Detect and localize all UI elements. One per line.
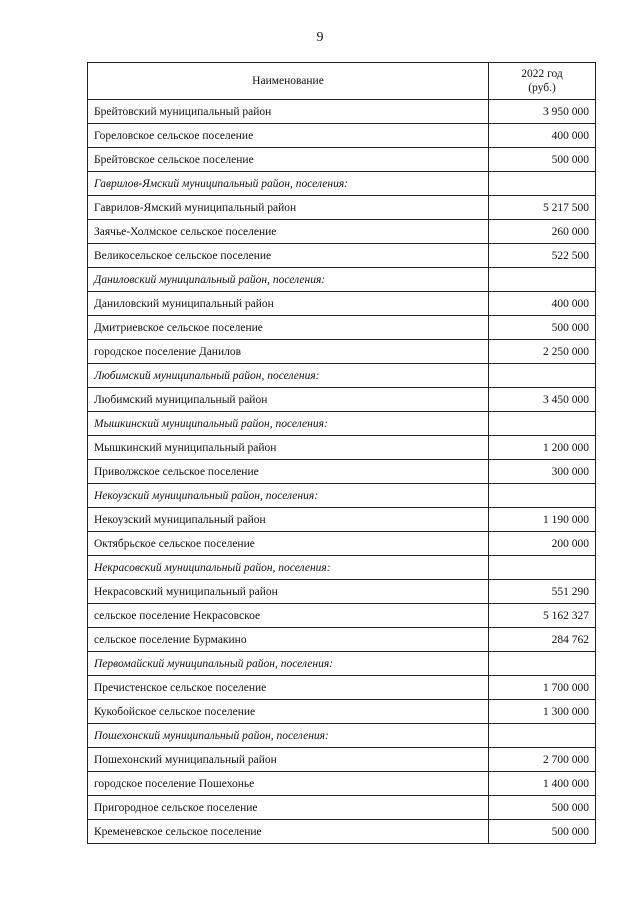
group-heading-row — [88, 364, 596, 388]
row-name: Кукобойское сельское поселение — [88, 700, 489, 724]
table-row — [88, 340, 596, 364]
table-row — [88, 316, 596, 340]
row-name: сельское поселение Бурмакино — [88, 628, 489, 652]
table-row — [88, 796, 596, 820]
row-name: Любимский муниципальный район — [88, 388, 489, 412]
group-heading-row — [88, 652, 596, 676]
group-heading-row — [88, 268, 596, 292]
group-heading: Первомайский муниципальный район, поселения: — [88, 652, 489, 676]
row-name: Кременевское сельское поселение — [88, 820, 489, 844]
budget-table — [87, 62, 596, 844]
row-name: Брейтовский муниципальный район — [88, 100, 489, 124]
row-name: Октябрьское сельское поселение — [88, 532, 489, 556]
table-row — [88, 700, 596, 724]
table-row — [88, 580, 596, 604]
group-heading: Некоузский муниципальный район, поселения: — [88, 484, 489, 508]
group-heading: Мышкинский муниципальный район, поселения: — [88, 412, 489, 436]
row-name: Дмитриевское сельское поселение — [88, 316, 489, 340]
row-amount: 200 000 — [489, 532, 596, 556]
group-heading: Пошехонский муниципальный район, поселения: — [88, 724, 489, 748]
row-amount: 1 190 000 — [489, 508, 596, 532]
row-amount: 260 000 — [489, 220, 596, 244]
table-row — [88, 532, 596, 556]
header-year-unit: (руб.) — [528, 82, 556, 94]
table-header-row — [88, 63, 596, 100]
table-row — [88, 628, 596, 652]
header-year-label: 2022 год — [521, 68, 563, 80]
row-name: Гореловское сельское поселение — [88, 124, 489, 148]
group-heading: Некрасовский муниципальный район, поселения: — [88, 556, 489, 580]
row-amount: 1 400 000 — [489, 772, 596, 796]
table-row — [88, 100, 596, 124]
table-row — [88, 820, 596, 844]
table-row — [88, 244, 596, 268]
table-body — [88, 100, 596, 844]
header-year — [489, 63, 596, 100]
table-row — [88, 124, 596, 148]
table-row — [88, 292, 596, 316]
row-name: городское поселение Пошехонье — [88, 772, 489, 796]
row-amount — [489, 412, 596, 436]
row-name: Пречистенское сельское поселение — [88, 676, 489, 700]
table-row — [88, 436, 596, 460]
row-amount — [489, 556, 596, 580]
table-row — [88, 676, 596, 700]
row-amount: 500 000 — [489, 316, 596, 340]
group-heading-row — [88, 724, 596, 748]
row-amount: 400 000 — [489, 292, 596, 316]
row-amount: 5 217 500 — [489, 196, 596, 220]
page-number: 9 — [316, 30, 324, 45]
row-amount — [489, 364, 596, 388]
row-amount — [489, 172, 596, 196]
row-amount: 300 000 — [489, 460, 596, 484]
group-heading-row — [88, 484, 596, 508]
row-name: Приволжское сельское поселение — [88, 460, 489, 484]
group-heading-row — [88, 412, 596, 436]
table-row — [88, 460, 596, 484]
row-name: Великосельское сельское поселение — [88, 244, 489, 268]
row-amount: 284 762 — [489, 628, 596, 652]
group-heading-row — [88, 172, 596, 196]
group-heading-row — [88, 556, 596, 580]
row-amount: 500 000 — [489, 148, 596, 172]
table-row — [88, 196, 596, 220]
row-amount — [489, 652, 596, 676]
table-row — [88, 508, 596, 532]
row-amount: 2 700 000 — [489, 748, 596, 772]
row-amount: 5 162 327 — [489, 604, 596, 628]
row-amount — [489, 484, 596, 508]
header-name: Наименование — [88, 63, 489, 100]
row-amount: 3 950 000 — [489, 100, 596, 124]
row-name: городское поселение Данилов — [88, 340, 489, 364]
row-amount — [489, 724, 596, 748]
group-heading: Гаврилов-Ямский муниципальный район, поселения: — [88, 172, 489, 196]
row-amount — [489, 268, 596, 292]
group-heading: Любимский муниципальный район, поселения: — [88, 364, 489, 388]
row-name: Брейтовское сельское поселение — [88, 148, 489, 172]
table-row — [88, 604, 596, 628]
row-amount: 500 000 — [489, 796, 596, 820]
table-row — [88, 148, 596, 172]
row-amount: 1 200 000 — [489, 436, 596, 460]
row-name: Даниловский муниципальный район — [88, 292, 489, 316]
row-amount: 400 000 — [489, 124, 596, 148]
row-amount: 2 250 000 — [489, 340, 596, 364]
table-row — [88, 748, 596, 772]
row-name: сельское поселение Некрасовское — [88, 604, 489, 628]
table-row — [88, 772, 596, 796]
table-row — [88, 388, 596, 412]
row-name: Гаврилов-Ямский муниципальный район — [88, 196, 489, 220]
row-amount: 1 300 000 — [489, 700, 596, 724]
row-amount: 522 500 — [489, 244, 596, 268]
row-name: Пошехонский муниципальный район — [88, 748, 489, 772]
row-amount: 500 000 — [489, 820, 596, 844]
row-name: Мышкинский муниципальный район — [88, 436, 489, 460]
row-name: Некоузский муниципальный район — [88, 508, 489, 532]
row-name: Пригородное сельское поселение — [88, 796, 489, 820]
row-amount: 551 290 — [489, 580, 596, 604]
row-name: Заячье-Холмское сельское поселение — [88, 220, 489, 244]
table-row — [88, 220, 596, 244]
row-amount: 1 700 000 — [489, 676, 596, 700]
row-name: Некрасовский муниципальный район — [88, 580, 489, 604]
row-amount: 3 450 000 — [489, 388, 596, 412]
group-heading: Даниловский муниципальный район, поселения: — [88, 268, 489, 292]
